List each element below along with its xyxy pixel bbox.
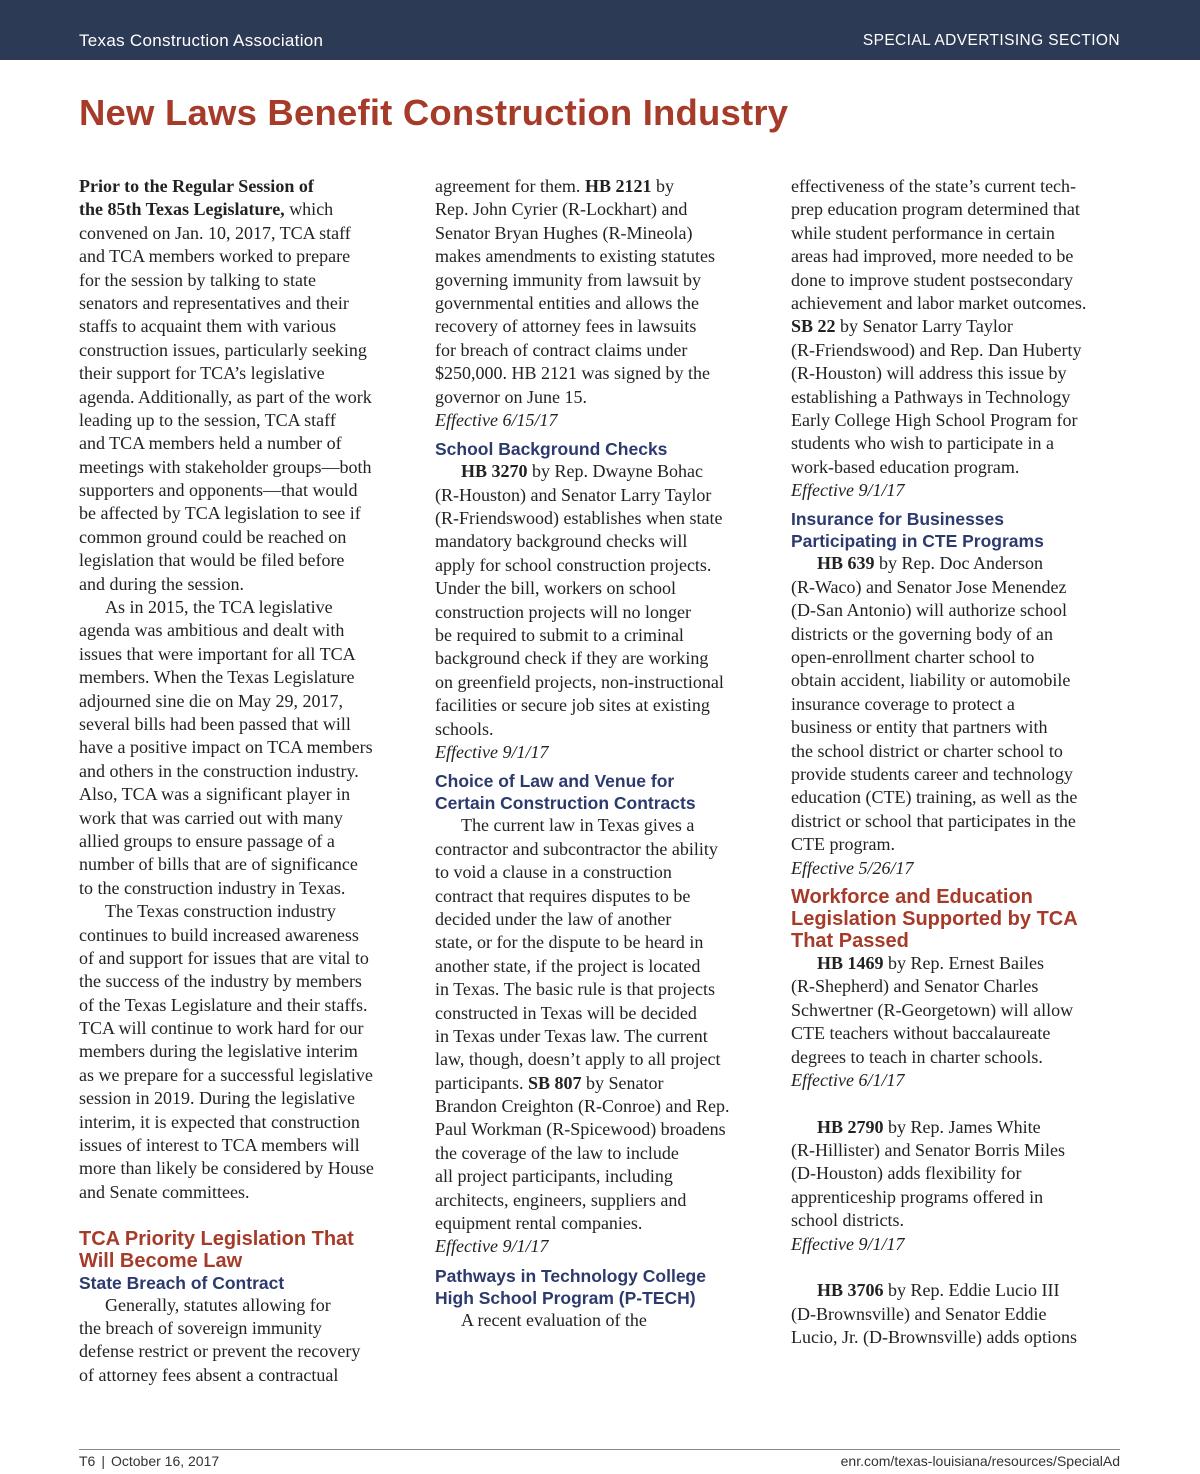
text-line: schools.	[435, 718, 494, 739]
text-line: interim, it is expected that construction	[79, 1111, 360, 1132]
text-line: and Senate committees.	[79, 1181, 250, 1202]
text-line: for breach of contract claims under	[435, 339, 688, 360]
body-paragraph	[791, 975, 1131, 1069]
body-paragraph	[791, 1303, 1131, 1350]
text-line: school districts.	[791, 1210, 904, 1231]
text-line: Prior to the Regular Session of	[79, 176, 314, 196]
page-title: New Laws Benefit Construction Industry	[79, 92, 789, 133]
text-line: HB 1469 by Rep. Ernest Bailes	[817, 952, 1044, 973]
text-line: The current law in Texas gives a	[461, 815, 695, 836]
effective-date: Effective 6/1/17	[791, 1069, 905, 1090]
text-line: meetings with stakeholder groups—both	[79, 456, 372, 477]
text-line: issues of interest to TCA members will	[79, 1135, 360, 1156]
text-line: have a positive impact on TCA members	[79, 737, 373, 758]
text-line: done to improve student postsecondary	[791, 269, 1073, 290]
header-publisher: Texas Construction Association	[79, 31, 324, 50]
text-line: Senator Bryan Hughes (R-Mineola)	[435, 222, 693, 243]
text-line: and TCA members held a number of	[79, 433, 342, 454]
text-line: contract that requires disputes to be	[435, 885, 691, 906]
text-line: another state, if the project is located	[435, 955, 701, 976]
text-line: facilities or secure job sites at existing	[435, 695, 710, 716]
subheading: Participating in CTE Programs	[791, 531, 1044, 552]
text-line: the success of the industry by members	[79, 971, 362, 992]
text-line: number of bills that are of significance	[79, 854, 358, 875]
text-line: (R-Shepherd) and Senator Charles	[791, 976, 1039, 997]
header-section-label: SPECIAL ADVERTISING SECTION	[862, 32, 1120, 49]
text-line: in Texas under Texas law. The current	[435, 1025, 708, 1046]
footer-separator: |	[101, 1453, 105, 1469]
text-line: effectiveness of the state’s current tech-	[791, 176, 1077, 196]
body-paragraph	[791, 576, 1131, 857]
text-line: of the Texas Legislature and their staffs.	[79, 994, 368, 1015]
section-heading: Workforce and Education	[791, 885, 1033, 908]
page-number: T6	[79, 1453, 96, 1469]
text-line: contractor and subcontractor the ability	[435, 838, 718, 859]
text-line: convened on Jan. 10, 2017, TCA staff	[79, 222, 351, 243]
text-line: law, though, doesn’t apply to all project	[435, 1049, 721, 1070]
text-line: Paul Workman (R-Spicewood) broadens	[435, 1119, 726, 1140]
text-line: apprenticeship programs offered in	[791, 1186, 1044, 1207]
effective-date: Effective 6/15/17	[435, 409, 558, 430]
text-line: their support for TCA’s legislative	[79, 363, 325, 384]
text-line: on greenfield projects, non-instructional	[435, 671, 724, 692]
text-line: Rep. John Cyrier (R-Lockhart) and	[435, 199, 688, 220]
text-line: mandatory background checks will	[435, 531, 688, 552]
text-line: several bills had been passed that will	[79, 713, 351, 734]
text-line: agenda. Additionally, as part of the work	[79, 386, 372, 407]
text-line: The Texas construction industry	[105, 901, 336, 922]
effective-date: Effective 9/1/17	[435, 741, 549, 762]
text-line: apply for school construction projects.	[435, 554, 712, 575]
text-line: provide students career and technology	[791, 763, 1073, 784]
text-line: equipment rental companies.	[435, 1213, 643, 1234]
text-line: HB 3270 by Rep. Dwayne Bohac	[461, 461, 703, 482]
text-line: and others in the construction industry.	[79, 760, 359, 781]
text-line: governor on June 15.	[435, 386, 587, 407]
text-line: recovery of attorney fees in lawsuits	[435, 316, 697, 337]
text-line: Under the bill, workers on school	[435, 578, 676, 599]
text-line: HB 639 by Rep. Doc Anderson	[817, 553, 1043, 574]
body-paragraph	[435, 1095, 775, 1235]
body-paragraph	[435, 484, 775, 741]
text-line: students who wish to participate in a	[791, 433, 1054, 454]
effective-date: Effective 5/26/17	[791, 857, 914, 878]
body-paragraph	[791, 175, 1131, 315]
text-line: senators and representatives and their	[79, 292, 349, 313]
body-paragraph	[79, 596, 419, 900]
text-line: agreement for them. HB 2121 by	[435, 176, 674, 196]
text-line: the 85th Texas Legislature, which	[79, 199, 334, 220]
text-line: (R-Waco) and Senator Jose Menendez	[791, 576, 1067, 597]
text-line: as we prepare for a successful legislative	[79, 1064, 373, 1085]
body-paragraph	[791, 339, 1131, 479]
text-line: common ground could be reached on	[79, 526, 347, 547]
text-line: SB 22 by Senator Larry Taylor	[791, 316, 1013, 337]
text-line: (D-San Antonio) will authorize school	[791, 600, 1067, 621]
column-2	[435, 175, 775, 1332]
text-line: Brandon Creighton (R-Conroe) and Rep.	[435, 1096, 730, 1117]
text-line: (R-Houston) will address this issue by	[791, 363, 1067, 384]
text-line: members. When the Texas Legislature	[79, 667, 355, 688]
text-line: (D-Brownsville) and Senator Eddie	[791, 1303, 1047, 1324]
text-line: allied groups to ensure passage of a	[79, 830, 335, 851]
text-line: governmental entities and allows the	[435, 292, 699, 313]
text-line: staffs to acquaint them with various	[79, 316, 337, 337]
text-line: districts or the governing body of an	[791, 623, 1053, 644]
text-line: TCA will continue to work hard for our	[79, 1018, 364, 1039]
text-line: education (CTE) training, as well as the	[791, 787, 1078, 808]
text-line: HB 2790 by Rep. James White	[817, 1116, 1041, 1137]
section-heading: That Passed	[791, 929, 909, 952]
text-line: defense restrict or prevent the recovery	[79, 1341, 361, 1362]
text-line: insurance coverage to protect a	[791, 693, 1015, 714]
text-line: (R-Hillister) and Senator Borris Miles	[791, 1140, 1065, 1161]
text-line: session in 2019. During the legislative	[79, 1088, 355, 1109]
text-line: (D-Houston) adds flexibility for	[791, 1163, 1022, 1184]
text-line: to the construction industry in Texas.	[79, 877, 346, 898]
body-paragraph	[435, 1309, 775, 1332]
text-line: more than likely be considered by House	[79, 1158, 374, 1179]
text-line: Also, TCA was a significant player in	[79, 784, 351, 805]
section-heading: Will Become Law	[79, 1249, 243, 1272]
subheading: Certain Construction Contracts	[435, 793, 696, 814]
text-line: (R-Friendswood) establishes when state	[435, 508, 723, 529]
text-line: Generally, statutes allowing for	[105, 1294, 331, 1315]
text-line: prep education program determined that	[791, 199, 1080, 220]
text-line: open-enrollment charter school to	[791, 647, 1035, 668]
text-line: construction projects will no longer	[435, 601, 691, 622]
column-3	[791, 175, 1131, 1350]
footer-page-info	[79, 1453, 219, 1469]
text-line: adjourned sine die on May 29, 2017,	[79, 690, 343, 711]
subheading: High School Program (P-TECH)	[435, 1287, 696, 1308]
text-line: while student performance in certain	[791, 222, 1055, 243]
text-line: establishing a Pathways in Technology	[791, 386, 1071, 407]
subheading: Pathways in Technology College	[435, 1265, 706, 1286]
text-line: areas had improved, more needed to be	[791, 246, 1074, 267]
text-line: legislation that would be filed before	[79, 550, 345, 571]
text-line: obtain accident, liability or automobile	[791, 670, 1071, 691]
text-line: CTE teachers without baccalaureate	[791, 1023, 1051, 1044]
text-line: decided under the law of another	[435, 908, 672, 929]
text-line: makes amendments to existing statutes	[435, 246, 715, 267]
text-line: constructed in Texas will be decided	[435, 1002, 697, 1023]
text-line: Lucio, Jr. (D-Brownsville) adds options	[791, 1327, 1077, 1348]
subheading: Choice of Law and Venue for	[435, 771, 675, 792]
text-line: in Texas. The basic rule is that projects	[435, 979, 716, 1000]
text-line: of and support for issues that are vital to	[79, 947, 369, 968]
text-line: be required to submit to a criminal	[435, 625, 684, 646]
effective-date: Effective 9/1/17	[791, 1233, 905, 1254]
text-line: construction issues, particularly seeking	[79, 339, 367, 360]
text-line: of attorney fees absent a contractual	[79, 1364, 339, 1385]
text-line: Early College High School Program for	[791, 409, 1078, 430]
text-line: and during the session.	[79, 573, 244, 594]
text-line: to void a clause in a construction	[435, 862, 672, 883]
body-paragraph	[791, 1139, 1131, 1233]
text-line: work-based education program.	[791, 456, 1020, 477]
issue-date: October 16, 2017	[110, 1453, 220, 1469]
text-line: CTE program.	[791, 834, 895, 855]
text-line: governing immunity from lawsuit by	[435, 269, 701, 290]
text-line: members during the legislative interim	[79, 1041, 358, 1062]
text-line: district or school that participates in the	[791, 810, 1076, 831]
text-line: (R-Houston) and Senator Larry Taylor	[435, 484, 712, 505]
section-heading: Legislation Supported by TCA	[791, 907, 1078, 930]
body-paragraph	[435, 814, 775, 1071]
text-line: business or entity that partners with	[791, 717, 1048, 738]
text-line: degrees to teach in charter schools.	[791, 1046, 1043, 1067]
text-line: state, or for the dispute to be heard in	[435, 932, 704, 953]
text-line: (R-Friendswood) and Rep. Dan Huberty	[791, 339, 1082, 360]
text-line: and TCA members worked to prepare	[79, 246, 351, 267]
text-line: achievement and labor market outcomes.	[791, 292, 1087, 313]
body-paragraph	[435, 198, 775, 409]
text-line: $250,000. HB 2121 was signed by the	[435, 363, 710, 384]
footer-url: enr.com/texas-louisiana/resources/SpecialAd	[840, 1453, 1120, 1469]
text-line: A recent evaluation of the	[461, 1309, 647, 1330]
header-bar	[0, 0, 1200, 60]
text-line: all project participants, including	[435, 1166, 673, 1187]
text-line: issues that were important for all TCA	[79, 643, 356, 664]
text-line: continues to build increased awareness	[79, 924, 359, 945]
body-paragraph	[79, 1294, 419, 1388]
intro-paragraph	[79, 222, 419, 596]
text-line: Schwertner (R-Georgetown) will allow	[791, 999, 1074, 1020]
subheading: Insurance for Businesses	[791, 509, 1004, 530]
column-1	[79, 175, 419, 1387]
text-line: the breach of sovereign immunity	[79, 1317, 322, 1338]
text-line: HB 3706 by Rep. Eddie Lucio III	[817, 1280, 1060, 1301]
footer-divider	[79, 1449, 1120, 1450]
text-line: As in 2015, the TCA legislative	[105, 597, 333, 618]
text-line: be affected by TCA legislation to see if	[79, 503, 361, 524]
text-line: agenda was ambitious and dealt with	[79, 620, 345, 641]
section-heading: TCA Priority Legislation That	[79, 1227, 354, 1250]
text-line: background check if they are working	[435, 648, 709, 669]
body-paragraph	[79, 900, 419, 1204]
text-line: leading up to the session, TCA staff	[79, 409, 336, 430]
text-line: for the session by talking to state	[79, 269, 316, 290]
text-line: supporters and opponents—that would	[79, 480, 358, 501]
text-line: the coverage of the law to include	[435, 1142, 679, 1163]
effective-date: Effective 9/1/17	[435, 1236, 549, 1257]
text-line: architects, engineers, suppliers and	[435, 1189, 687, 1210]
text-line: participants. SB 807 by Senator	[435, 1072, 664, 1093]
effective-date: Effective 9/1/17	[791, 480, 905, 501]
text-line: work that was carried out with many	[79, 807, 343, 828]
subheading: State Breach of Contract	[79, 1272, 285, 1293]
subheading: School Background Checks	[435, 439, 668, 460]
text-line: the school district or charter school to	[791, 740, 1063, 761]
